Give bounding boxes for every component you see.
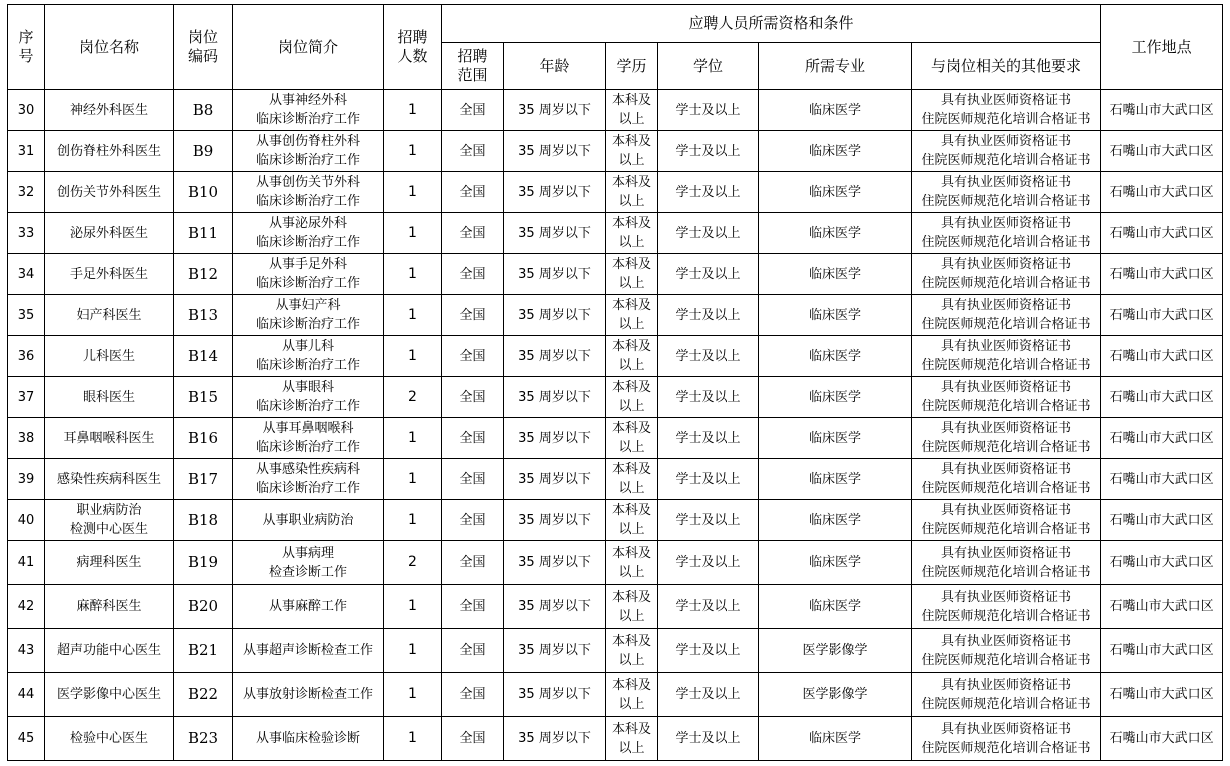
table-row: [8, 90, 1223, 131]
other-requirements-cell: 具有执业医师资格证书 住院医师规范化培训合格证书: [912, 500, 1101, 541]
education-cell: 本科及 以上: [606, 459, 658, 500]
location-cell: 石嘴山市大武口区: [1101, 585, 1223, 629]
position-name-cell: 职业病防治 检测中心医生: [45, 500, 174, 541]
location-cell: 石嘴山市大武口区: [1101, 90, 1223, 131]
location-cell: 石嘴山市大武口区: [1101, 131, 1223, 172]
degree-cell: 学士及以上: [658, 295, 759, 336]
location-cell: 石嘴山市大武口区: [1101, 336, 1223, 377]
other-requirements-cell: 具有执业医师资格证书 住院医师规范化培训合格证书: [912, 254, 1101, 295]
hire-count-cell: 1: [384, 418, 442, 459]
seq-cell: 35: [8, 295, 45, 336]
position-name-cell: 儿科医生: [45, 336, 174, 377]
position-name-cell: 医学影像中心医生: [45, 673, 174, 717]
other-requirements-cell: 具有执业医师资格证书 住院医师规范化培训合格证书: [912, 172, 1101, 213]
degree-cell: 学士及以上: [658, 213, 759, 254]
major-cell: 临床医学: [759, 418, 912, 459]
degree-cell: 学士及以上: [658, 459, 759, 500]
position-code-cell: B14: [174, 336, 233, 377]
table-row: [8, 717, 1223, 761]
position-intro-cell: 从事临床检验诊断: [233, 717, 384, 761]
age-cell: 35 周岁以下: [504, 459, 606, 500]
hire-count-cell: 1: [384, 585, 442, 629]
scope-cell: 全国: [442, 541, 504, 585]
hire-count-cell: 1: [384, 90, 442, 131]
position-code-cell: B18: [174, 500, 233, 541]
position-name-cell: 感染性疾病科医生: [45, 459, 174, 500]
other-requirements-cell: 具有执业医师资格证书 住院医师规范化培训合格证书: [912, 459, 1101, 500]
education-cell: 本科及 以上: [606, 418, 658, 459]
scope-cell: 全国: [442, 673, 504, 717]
scope-cell: 全国: [442, 90, 504, 131]
degree-cell: 学士及以上: [658, 500, 759, 541]
major-cell: 医学影像学: [759, 673, 912, 717]
position-name-cell: 检验中心医生: [45, 717, 174, 761]
age-cell: 35 周岁以下: [504, 541, 606, 585]
age-cell: 35 周岁以下: [504, 254, 606, 295]
position-intro-cell: 从事病理 检查诊断工作: [233, 541, 384, 585]
degree-cell: 学士及以上: [658, 131, 759, 172]
major-cell: 临床医学: [759, 213, 912, 254]
education-cell: 本科及 以上: [606, 336, 658, 377]
degree-cell: 学士及以上: [658, 541, 759, 585]
table-row: [8, 254, 1223, 295]
education-cell: 本科及 以上: [606, 295, 658, 336]
position-intro-cell: 从事麻醉工作: [233, 585, 384, 629]
scope-cell: 全国: [442, 254, 504, 295]
position-name-cell: 妇产科医生: [45, 295, 174, 336]
hire-count-cell: 2: [384, 377, 442, 418]
table-body: [8, 90, 1223, 761]
hire-count-cell: 1: [384, 213, 442, 254]
header-location: 工作地点: [1101, 5, 1223, 90]
degree-cell: 学士及以上: [658, 336, 759, 377]
scope-cell: 全国: [442, 717, 504, 761]
seq-cell: 32: [8, 172, 45, 213]
hire-count-cell: 1: [384, 254, 442, 295]
header-seq: 序 号: [8, 5, 45, 90]
position-code-cell: B11: [174, 213, 233, 254]
position-code-cell: B20: [174, 585, 233, 629]
position-intro-cell: 从事放射诊断检查工作: [233, 673, 384, 717]
position-code-cell: B13: [174, 295, 233, 336]
seq-cell: 38: [8, 418, 45, 459]
degree-cell: 学士及以上: [658, 377, 759, 418]
education-cell: 本科及 以上: [606, 377, 658, 418]
position-name-cell: 神经外科医生: [45, 90, 174, 131]
position-code-cell: B15: [174, 377, 233, 418]
position-code-cell: B9: [174, 131, 233, 172]
hire-count-cell: 1: [384, 295, 442, 336]
seq-cell: 40: [8, 500, 45, 541]
location-cell: 石嘴山市大武口区: [1101, 295, 1223, 336]
position-code-cell: B22: [174, 673, 233, 717]
seq-cell: 36: [8, 336, 45, 377]
hire-count-cell: 1: [384, 629, 442, 673]
position-name-cell: 创伤关节外科医生: [45, 172, 174, 213]
hire-count-cell: 1: [384, 459, 442, 500]
position-name-cell: 病理科医生: [45, 541, 174, 585]
table-row: [8, 336, 1223, 377]
education-cell: 本科及 以上: [606, 254, 658, 295]
education-cell: 本科及 以上: [606, 585, 658, 629]
position-intro-cell: 从事耳鼻咽喉科 临床诊断治疗工作: [233, 418, 384, 459]
major-cell: 临床医学: [759, 336, 912, 377]
scope-cell: 全国: [442, 585, 504, 629]
position-name-cell: 超声功能中心医生: [45, 629, 174, 673]
scope-cell: 全国: [442, 172, 504, 213]
position-code-cell: B12: [174, 254, 233, 295]
age-cell: 35 周岁以下: [504, 629, 606, 673]
position-name-cell: 泌尿外科医生: [45, 213, 174, 254]
table-row: [8, 673, 1223, 717]
location-cell: 石嘴山市大武口区: [1101, 213, 1223, 254]
major-cell: 临床医学: [759, 500, 912, 541]
major-cell: 医学影像学: [759, 629, 912, 673]
age-cell: 35 周岁以下: [504, 673, 606, 717]
seq-cell: 43: [8, 629, 45, 673]
header-scope: 招聘 范围: [442, 43, 504, 90]
other-requirements-cell: 具有执业医师资格证书 住院医师规范化培训合格证书: [912, 585, 1101, 629]
position-name-cell: 创伤脊柱外科医生: [45, 131, 174, 172]
position-name-cell: 耳鼻咽喉科医生: [45, 418, 174, 459]
hire-count-cell: 1: [384, 336, 442, 377]
position-intro-cell: 从事感染性疾病科 临床诊断治疗工作: [233, 459, 384, 500]
seq-cell: 31: [8, 131, 45, 172]
education-cell: 本科及 以上: [606, 541, 658, 585]
position-code-cell: B8: [174, 90, 233, 131]
header-qualifications: 应聘人员所需资格和条件: [442, 5, 1101, 43]
major-cell: 临床医学: [759, 295, 912, 336]
location-cell: 石嘴山市大武口区: [1101, 377, 1223, 418]
header-education: 学历: [606, 43, 658, 90]
age-cell: 35 周岁以下: [504, 717, 606, 761]
seq-cell: 33: [8, 213, 45, 254]
seq-cell: 34: [8, 254, 45, 295]
other-requirements-cell: 具有执业医师资格证书 住院医师规范化培训合格证书: [912, 673, 1101, 717]
scope-cell: 全国: [442, 295, 504, 336]
table-row: [8, 459, 1223, 500]
table-row: [8, 295, 1223, 336]
position-intro-cell: 从事神经外科 临床诊断治疗工作: [233, 90, 384, 131]
header-code: 岗位 编码: [174, 5, 233, 90]
degree-cell: 学士及以上: [658, 717, 759, 761]
major-cell: 临床医学: [759, 172, 912, 213]
seq-cell: 37: [8, 377, 45, 418]
major-cell: 临床医学: [759, 585, 912, 629]
position-code-cell: B10: [174, 172, 233, 213]
position-intro-cell: 从事儿科 临床诊断治疗工作: [233, 336, 384, 377]
other-requirements-cell: 具有执业医师资格证书 住院医师规范化培训合格证书: [912, 717, 1101, 761]
location-cell: 石嘴山市大武口区: [1101, 500, 1223, 541]
age-cell: 35 周岁以下: [504, 585, 606, 629]
position-intro-cell: 从事手足外科 临床诊断治疗工作: [233, 254, 384, 295]
scope-cell: 全国: [442, 336, 504, 377]
table-row: [8, 213, 1223, 254]
education-cell: 本科及 以上: [606, 500, 658, 541]
major-cell: 临床医学: [759, 541, 912, 585]
education-cell: 本科及 以上: [606, 673, 658, 717]
degree-cell: 学士及以上: [658, 418, 759, 459]
degree-cell: 学士及以上: [658, 585, 759, 629]
education-cell: 本科及 以上: [606, 213, 658, 254]
location-cell: 石嘴山市大武口区: [1101, 254, 1223, 295]
hire-count-cell: 1: [384, 500, 442, 541]
hire-count-cell: 2: [384, 541, 442, 585]
position-intro-cell: 从事创伤脊柱外科 临床诊断治疗工作: [233, 131, 384, 172]
position-code-cell: B16: [174, 418, 233, 459]
age-cell: 35 周岁以下: [504, 131, 606, 172]
table-header: [8, 5, 1223, 90]
major-cell: 临床医学: [759, 90, 912, 131]
other-requirements-cell: 具有执业医师资格证书 住院医师规范化培训合格证书: [912, 541, 1101, 585]
degree-cell: 学士及以上: [658, 254, 759, 295]
location-cell: 石嘴山市大武口区: [1101, 717, 1223, 761]
other-requirements-cell: 具有执业医师资格证书 住院医师规范化培训合格证书: [912, 377, 1101, 418]
position-intro-cell: 从事职业病防治: [233, 500, 384, 541]
position-name-cell: 手足外科医生: [45, 254, 174, 295]
major-cell: 临床医学: [759, 131, 912, 172]
age-cell: 35 周岁以下: [504, 500, 606, 541]
seq-cell: 44: [8, 673, 45, 717]
position-code-cell: B17: [174, 459, 233, 500]
location-cell: 石嘴山市大武口区: [1101, 459, 1223, 500]
education-cell: 本科及 以上: [606, 717, 658, 761]
recruitment-table: [7, 4, 1223, 761]
other-requirements-cell: 具有执业医师资格证书 住院医师规范化培训合格证书: [912, 90, 1101, 131]
major-cell: 临床医学: [759, 459, 912, 500]
position-code-cell: B23: [174, 717, 233, 761]
table-row: [8, 541, 1223, 585]
scope-cell: 全国: [442, 131, 504, 172]
table-row: [8, 629, 1223, 673]
seq-cell: 45: [8, 717, 45, 761]
age-cell: 35 周岁以下: [504, 295, 606, 336]
table-row: [8, 585, 1223, 629]
position-intro-cell: 从事超声诊断检查工作: [233, 629, 384, 673]
scope-cell: 全国: [442, 418, 504, 459]
scope-cell: 全国: [442, 377, 504, 418]
header-name: 岗位名称: [45, 5, 174, 90]
hire-count-cell: 1: [384, 673, 442, 717]
seq-cell: 42: [8, 585, 45, 629]
other-requirements-cell: 具有执业医师资格证书 住院医师规范化培训合格证书: [912, 418, 1101, 459]
major-cell: 临床医学: [759, 377, 912, 418]
degree-cell: 学士及以上: [658, 673, 759, 717]
major-cell: 临床医学: [759, 254, 912, 295]
location-cell: 石嘴山市大武口区: [1101, 629, 1223, 673]
table-row: [8, 418, 1223, 459]
location-cell: 石嘴山市大武口区: [1101, 541, 1223, 585]
seq-cell: 39: [8, 459, 45, 500]
table-row: [8, 172, 1223, 213]
scope-cell: 全国: [442, 500, 504, 541]
position-name-cell: 麻醉科医生: [45, 585, 174, 629]
degree-cell: 学士及以上: [658, 90, 759, 131]
hire-count-cell: 1: [384, 717, 442, 761]
education-cell: 本科及 以上: [606, 172, 658, 213]
scope-cell: 全国: [442, 629, 504, 673]
table-row: [8, 131, 1223, 172]
major-cell: 临床医学: [759, 717, 912, 761]
age-cell: 35 周岁以下: [504, 418, 606, 459]
header-age: 年龄: [504, 43, 606, 90]
education-cell: 本科及 以上: [606, 131, 658, 172]
position-name-cell: 眼科医生: [45, 377, 174, 418]
location-cell: 石嘴山市大武口区: [1101, 673, 1223, 717]
other-requirements-cell: 具有执业医师资格证书 住院医师规范化培训合格证书: [912, 629, 1101, 673]
header-intro: 岗位简介: [233, 5, 384, 90]
scope-cell: 全国: [442, 459, 504, 500]
position-intro-cell: 从事妇产科 临床诊断治疗工作: [233, 295, 384, 336]
education-cell: 本科及 以上: [606, 90, 658, 131]
seq-cell: 30: [8, 90, 45, 131]
degree-cell: 学士及以上: [658, 629, 759, 673]
position-code-cell: B21: [174, 629, 233, 673]
degree-cell: 学士及以上: [658, 172, 759, 213]
position-intro-cell: 从事泌尿外科 临床诊断治疗工作: [233, 213, 384, 254]
age-cell: 35 周岁以下: [504, 377, 606, 418]
education-cell: 本科及 以上: [606, 629, 658, 673]
hire-count-cell: 1: [384, 172, 442, 213]
header-other-requirements: 与岗位相关的其他要求: [912, 43, 1101, 90]
position-intro-cell: 从事创伤关节外科 临床诊断治疗工作: [233, 172, 384, 213]
location-cell: 石嘴山市大武口区: [1101, 172, 1223, 213]
hire-count-cell: 1: [384, 131, 442, 172]
age-cell: 35 周岁以下: [504, 172, 606, 213]
table-row: [8, 500, 1223, 541]
other-requirements-cell: 具有执业医师资格证书 住院医师规范化培训合格证书: [912, 295, 1101, 336]
seq-cell: 41: [8, 541, 45, 585]
header-count: 招聘 人数: [384, 5, 442, 90]
header-major: 所需专业: [759, 43, 912, 90]
other-requirements-cell: 具有执业医师资格证书 住院医师规范化培训合格证书: [912, 213, 1101, 254]
age-cell: 35 周岁以下: [504, 213, 606, 254]
scope-cell: 全国: [442, 213, 504, 254]
table-row: [8, 377, 1223, 418]
position-code-cell: B19: [174, 541, 233, 585]
position-intro-cell: 从事眼科 临床诊断治疗工作: [233, 377, 384, 418]
age-cell: 35 周岁以下: [504, 336, 606, 377]
age-cell: 35 周岁以下: [504, 90, 606, 131]
location-cell: 石嘴山市大武口区: [1101, 418, 1223, 459]
header-degree: 学位: [658, 43, 759, 90]
other-requirements-cell: 具有执业医师资格证书 住院医师规范化培训合格证书: [912, 131, 1101, 172]
other-requirements-cell: 具有执业医师资格证书 住院医师规范化培训合格证书: [912, 336, 1101, 377]
